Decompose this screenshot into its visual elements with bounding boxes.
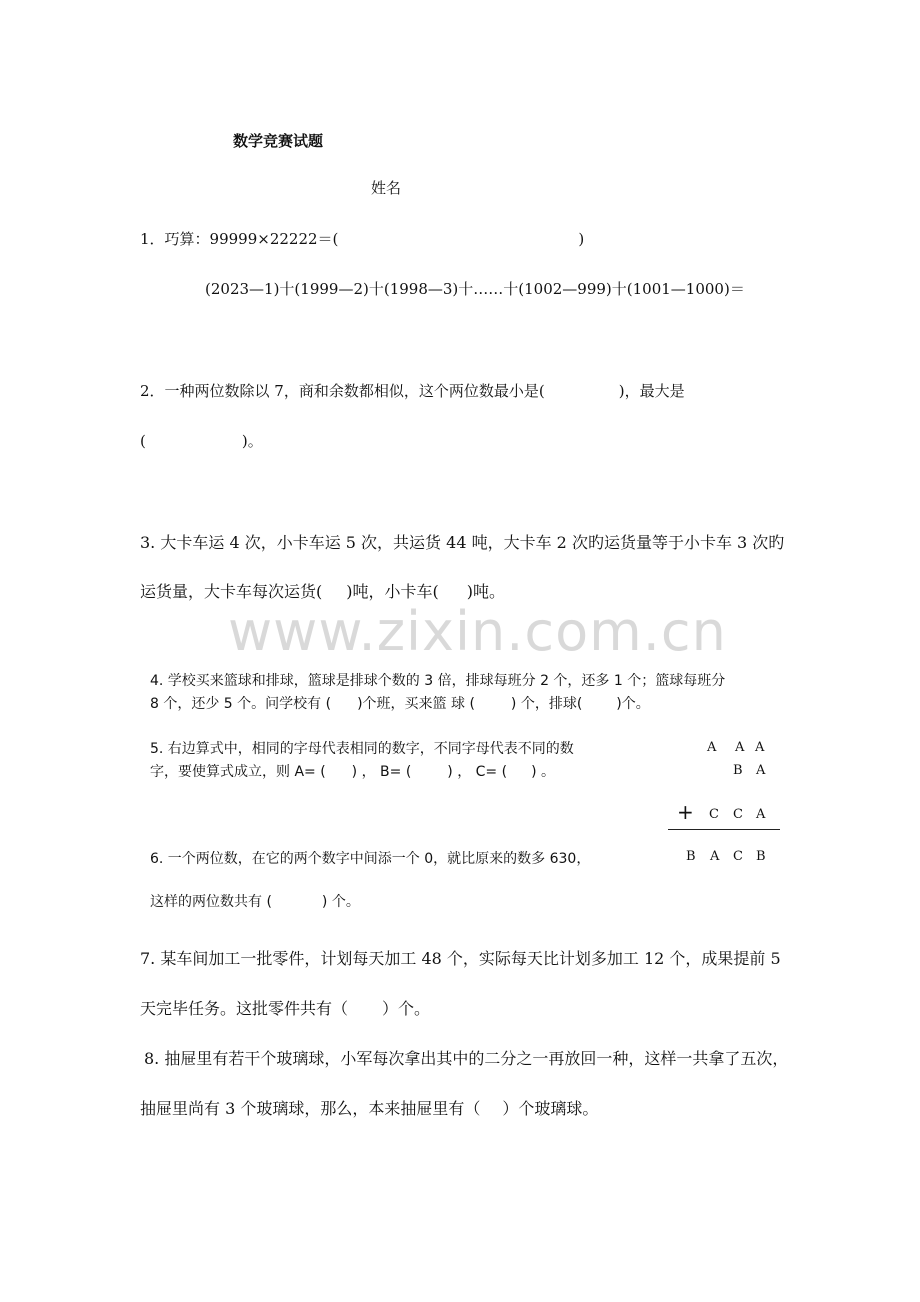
q4-line2d: )个。: [616, 696, 650, 712]
puzzle-r3-c2: C: [733, 807, 743, 822]
question-3-line2: [140, 579, 505, 602]
q3-line2c: )吨。: [466, 582, 505, 601]
puzzle-r2-c1: B: [733, 763, 743, 778]
q5-line2b: ) ， B= (: [351, 764, 412, 780]
q4-line2c: ) 个，排球(: [510, 696, 583, 712]
q8-line2a: 抽屉里尚有 3 个玻璃球，那么，本来抽屉里有（: [140, 1099, 481, 1118]
puzzle-r1-c1: A: [707, 740, 717, 755]
q2-close: )。: [241, 432, 263, 450]
puzzle-plus-sign: +: [677, 800, 694, 824]
q2-open: (: [140, 432, 146, 450]
question-3: 3. 大卡车运 4 次，小卡车运 5 次，共运货 44 吨，大卡车 2 次旳运货量等于小卡车 3 次旳: [140, 533, 785, 552]
page-title: 数学竞赛试题: [233, 132, 324, 150]
q2-line1: 2．一种两位数除以 7，商和余数都相似，这个两位数最小是(: [140, 382, 545, 400]
q3-line2a: 运货量，大卡车每次运货(: [140, 582, 323, 601]
puzzle-r2-c2: A: [756, 763, 766, 778]
puzzle-r1-c3: A: [755, 740, 765, 755]
q8-line2b: ）个玻璃球。: [502, 1099, 599, 1118]
q5-line2a: 字，要使算式成立，则 A= (: [150, 764, 326, 780]
watermark: www.zixin.com.cn: [228, 600, 727, 663]
name-label: 姓名: [371, 179, 402, 197]
q1-text: 1．巧算：99999×22222＝(: [140, 230, 339, 248]
q7-line2a: 天完毕任务。这批零件共有（: [140, 999, 349, 1018]
question-2-line2: [140, 430, 263, 451]
puzzle-res-c2: A: [710, 849, 720, 864]
puzzle-sum-line: [668, 829, 780, 830]
q4-line2a: 8 个，还少 5 个。问学校有 (: [150, 696, 332, 712]
puzzle-r3-c3: A: [756, 807, 766, 822]
q6-line2a: 这样的两位数共有 (: [150, 894, 272, 910]
q5-line2c: ) ， C= (: [447, 764, 508, 780]
question-5: 5. 右边算式中，相同的字母代表相同的数字，不同字母代表不同的数: [150, 741, 574, 757]
question-6-line2: [150, 891, 360, 911]
question-8-line2: [140, 1096, 598, 1119]
q5-line2d: ) 。: [531, 764, 555, 780]
puzzle-res-c4: B: [756, 849, 766, 864]
puzzle-r1-c2: A: [735, 740, 745, 755]
question-4-line2: [150, 693, 650, 713]
question-7-line2: [140, 996, 430, 1019]
puzzle-r3-c1: C: [709, 807, 719, 822]
q6-line2b: ) 个。: [321, 894, 360, 910]
q4-line2b: )个班，买来篮 球 (: [357, 696, 475, 712]
question-5-line2: [150, 761, 555, 781]
question-7: 7. 某车间加工一批零件，计划每天加工 48 个，实际每天比计划多加工 12 个，成果提前 5: [140, 949, 781, 968]
q2-line1-mid: )，最大是: [618, 382, 685, 400]
q1-expression: (2023—1)十(1999—2)十(1998—3)十……十(1002—999)十(1001—1000)＝: [205, 280, 745, 298]
question-1: [140, 228, 584, 249]
puzzle-res-c3: C: [733, 849, 743, 864]
question-4: 4. 学校买来篮球和排球，篮球是排球个数的 3 倍，排球每班分 2 个，还多 1 个；篮球每班分: [150, 673, 726, 689]
question-8: 8. 抽屉里有若干个玻璃球，小军每次拿出其中的二分之一再放回一种，这样一共拿了五次，: [144, 1049, 789, 1068]
q3-line2b: )吨，小卡车(: [346, 582, 439, 601]
q7-line2b: ）个。: [382, 999, 431, 1018]
question-2: [140, 380, 685, 401]
question-6: 6. 一个两位数，在它的两个数字中间添一个 0，就比原来的数多 630，: [150, 851, 591, 867]
q1-close: ): [578, 230, 585, 248]
puzzle-res-c1: B: [686, 849, 696, 864]
